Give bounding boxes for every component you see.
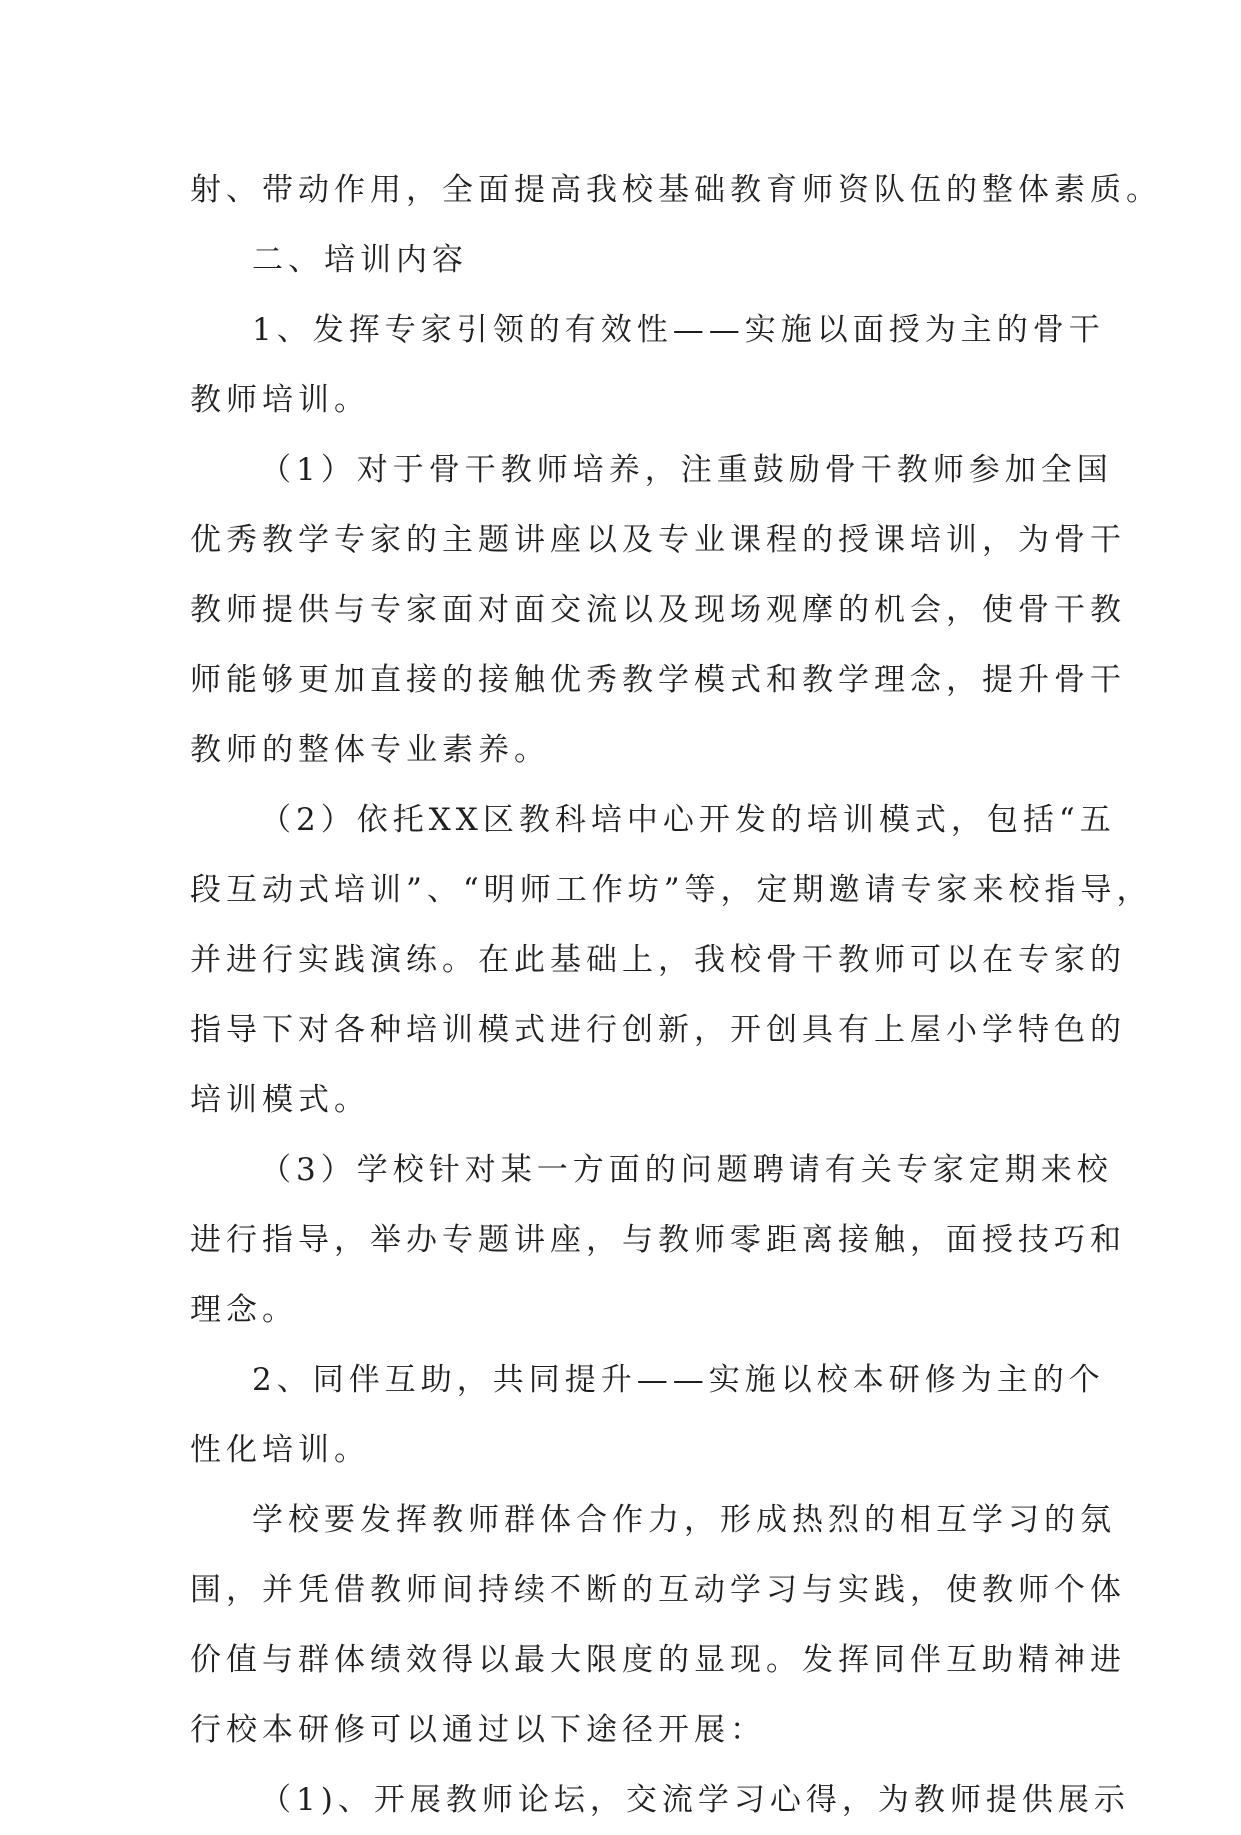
paragraph-line: 指导下对各种培训模式进行创新，开创具有上屋小学特色的 xyxy=(190,1012,1126,1048)
paragraph-line: 教师的整体专业素养。 xyxy=(190,732,550,768)
subsection-heading: 1、发挥专家引领的有效性——实施以面授为主的骨干 xyxy=(252,312,1105,348)
paragraph-line: 师能够更加直接的接触优秀教学模式和教学理念，提升骨干 xyxy=(190,662,1126,698)
paragraph-line: 行校本研修可以通过以下途径开展： xyxy=(190,1712,766,1748)
paragraph-line: 围，并凭借教师间持续不断的互动学习与实践，使教师个体 xyxy=(190,1572,1126,1608)
paragraph-line: 教师提供与专家面对面交流以及现场观摩的机会，使骨干教 xyxy=(190,592,1126,628)
paragraph-line: 学校要发挥教师群体合作力，形成热烈的相互学习的氛 xyxy=(252,1502,1116,1538)
paragraph-line: 性化培训。 xyxy=(190,1432,370,1468)
paragraph-line: 段互动式培训”、“明师工作坊”等，定期邀请专家来校指导， xyxy=(190,872,1153,908)
paragraph-line: 理念。 xyxy=(190,1292,298,1328)
list-item-line: （3）学校针对某一方面的问题聘请有关专家定期来校 xyxy=(260,1152,1113,1188)
paragraph-line: 教师培训。 xyxy=(190,382,370,418)
paragraph-line: 进行指导，举办专题讲座，与教师零距离接触，面授技巧和 xyxy=(190,1222,1126,1258)
paragraph-line: 并进行实践演练。在此基础上，我校骨干教师可以在专家的 xyxy=(190,942,1126,978)
list-item-line: （1）对于骨干教师培养，注重鼓励骨干教师参加全国 xyxy=(260,452,1113,488)
section-heading: 二、培训内容 xyxy=(252,242,468,278)
list-item-line: （1)、开展教师论坛，交流学习心得，为教师提供展示 xyxy=(260,1782,1130,1818)
subsection-heading: 2、同伴互助，共同提升——实施以校本研修为主的个 xyxy=(252,1362,1105,1398)
paragraph-line: 射、带动作用，全面提高我校基础教育师资队伍的整体素质。 xyxy=(190,172,1162,208)
paragraph-line: 优秀教学专家的主题讲座以及专业课程的授课培训，为骨干 xyxy=(190,522,1126,558)
list-item-line: （2）依托XX区教科培中心开发的培训模式，包括“五 xyxy=(260,802,1116,838)
paragraph-line: 培训模式。 xyxy=(190,1082,370,1118)
paragraph-line: 价值与群体绩效得以最大限度的显现。发挥同伴互助精神进 xyxy=(190,1642,1126,1678)
document-body xyxy=(190,155,1162,1835)
